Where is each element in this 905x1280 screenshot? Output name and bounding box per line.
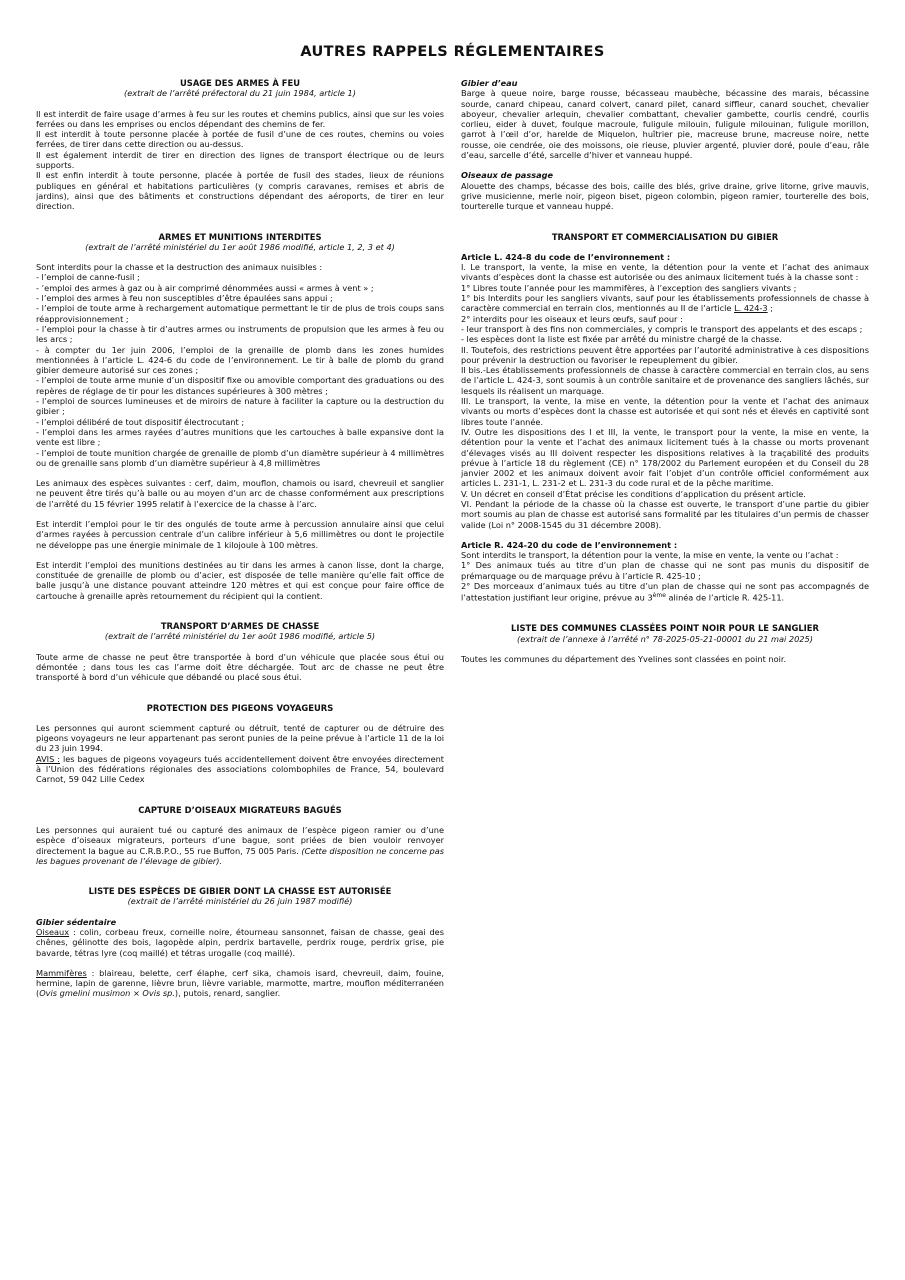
list-item: - ’emploi des armes à gaz ou à air comprimé dénommées aussi « armes à vent » ; xyxy=(36,282,374,293)
section-title: LISTE DES ESPÈCES DE GIBIER DONT LA CHASSE EST AUTORISÉE xyxy=(88,886,392,897)
paragraph xyxy=(36,825,444,866)
section-capture-oiseaux xyxy=(36,805,444,866)
paragraph-text: 2° Des morceaux d’animaux tués au titre d’un plan de chasse qui ne sont pas accompagnés de l’attestation justifiant leur origine, prévue au 3 xyxy=(461,581,869,604)
oiseaux-text: : colin, corbeau freux, corneille noire, étourneau sansonnet, faisan de chasse, geai des chênes, gélinotte des bois, lagopède alpin, perdrix bartavelle, perdrix rouge, perdrix grise, pie bavarde, tétras lyre (coq maillé) et tétras urogalle (coq maillé). xyxy=(36,927,444,958)
paragraph: 1° Des animaux tués au titre d’un plan de chasse qui ne sont pas munis du dispositif de prémarquage ou de marquage prévu à l’article R. 425-10 ; xyxy=(461,560,869,581)
paragraph: Est interdit l’emploi pour le tir des ongulés de toute arme à percussion annulaire ainsi que celui d’armes rayées à percussion centrale d’un calibre inférieur à 5,6 millimètres ou dont le projectile ne développe pas une énergie minimale de 1 kilojoule à 100 mètres. xyxy=(36,518,444,550)
oiseaux-paragraph xyxy=(36,927,444,958)
list-item: - l’emploi délibéré de tout dispositif électrocutant ; xyxy=(36,416,245,427)
paragraph: VI. Pendant la période de la chasse où la chasse est ouverte, le transport d’une partie du gibier mort soumis au plan de chasse est autorisé sans formalité par les titulaires d’un permis de chasser valide (Loi n° 2008-1545 du 31 décembre 2008). xyxy=(461,498,869,530)
list-item: - l’emploi de canne-fusil ; xyxy=(36,272,140,283)
list-item: - à compter du 1er juin 2006, l’emploi de la grenaille de plomb dans les zones humides mentionnées à l’article L. 424-6 du code de l’environnement. Le tir à balle de plomb du grand gibier demeure autorisé sur ces zones ; xyxy=(36,344,444,376)
list-item: - l’emploi de toute munition chargée de grenaille de plomb d’un diamètre supérieur à 4 millimètres ou de grenaille sans plomb d’un diamètre supérieur à 4,8 millimètres xyxy=(36,447,444,468)
paragraph: 2° interdits pour les oiseaux et leurs œufs, sauf pour : xyxy=(461,313,683,324)
mammiferes-paragraph xyxy=(36,968,444,999)
article-heading: Article R. 424-20 du code de l’environnement : xyxy=(461,539,678,550)
section-title: CAPTURE D’OISEAUX MIGRATEURS BAGUÉS xyxy=(138,804,342,815)
superscript: ème xyxy=(652,592,666,600)
paragraph: Il est enfin interdit à toute personne, placée à portée de fusil des stades, lieux de réunions publiques en général et habitations particulières (y compris caravanes, remises et abris de jardins), ainsi que des bâtiments et constructions dépendant des aéroports, de tirer en leur direction. xyxy=(36,170,444,212)
paragraph-text: ; xyxy=(767,303,773,314)
paragraph: Il est interdit de faire usage d’armes à feu sur les routes et chemins publics, ainsi que sur les voies ferrées ou dans les emprises ou enclos dépendant des chemins de fer. xyxy=(36,108,444,129)
section-subtitle: (extrait de l’arrêté préfectoral du 21 juin 1984, article 1) xyxy=(124,88,356,99)
paragraph: V. Un décret en conseil d’État précise les conditions d’application du présent article. xyxy=(461,488,806,499)
paragraph: - les espèces dont la liste est fixée par arrêté du ministre chargé de la chasse. xyxy=(461,334,782,345)
list-item: - l’emploi des armes à feu non susceptibles d’être épaulées sans appui ; xyxy=(36,293,333,304)
section-usage-armes xyxy=(36,78,444,212)
section-pigeons-voyageurs xyxy=(36,703,444,785)
left-column xyxy=(36,78,444,999)
paragraph: 1° Libres toute l’année pour les mammifères, à l’exception des sangliers vivants ; xyxy=(461,282,797,293)
avis-label: AVIS : xyxy=(36,753,60,764)
paragraph: I. Le transport, la vente, la mise en vente, la détention pour la vente et l’achat des animaux vivants d’espèces dont la chasse est autorisée ou des animaux licitement tués à la chasse sont : xyxy=(461,262,869,283)
section-transport-gibier xyxy=(461,232,869,604)
list-item: - l’emploi de sources lumineuses et de miroirs de nature à faciliter la capture ou la destruction du gibier ; xyxy=(36,396,444,417)
article-link[interactable]: L. 424-3 xyxy=(734,303,768,314)
paragraph: Les animaux des espèces suivantes : cerf, daim, mouflon, chamois ou isard, chevreuil et sanglier ne peuvent être tirés qu’à balle ou au moyen d’un arc de chasse conformément aux prescriptions de l’arrêté du 15 février 1995 relatif à l’exercice de la chasse à l’arc. xyxy=(36,478,444,509)
sub-heading: Gibier sédentaire xyxy=(36,916,117,927)
sub-heading: Oiseaux de passage xyxy=(461,170,554,181)
list-item: - l’emploi dans les armes rayées d’autres munitions que les cartouches à balle expansive dont la vente est libre ; xyxy=(36,426,444,448)
mammiferes-italic: Ovis gmelini musimon × Ovis sp. xyxy=(39,988,175,999)
section-title: USAGE DES ARMES À FEU xyxy=(179,78,301,88)
paragraph: Alouette des champs, bécasse des bois, caille des blés, grive draine, grive litorne, grive mauvis, grive musicienne, merle noir, pigeon biset, pigeon colombin, pigeon ramier, tourterelle des bois, tourterelle turque et vanneau huppé. xyxy=(461,180,869,212)
list-item: - l’emploi de toute arme à rechargement automatique permettant le tir de plus de trois coups sans réapprovisionnement ; xyxy=(36,303,444,324)
list-item: - l’emploi de toute arme munie d’un dispositif fixe ou amovible comportant des graduations ou des repères de réglage de tir pour les distances supérieures à 300 mètres ; xyxy=(36,375,444,396)
paragraph: Barge à queue noire, barge rousse, bécasseau maubèche, bécassine des marais, bécassine sourde, canard chipeau, canard colvert, canard pilet, canard siffleur, canard souchet, chevalier aboyeur, chevalier arlequin, chevalier combattant, chevalier gambette, courlis cendré, courlis corlieu, eider à duvet, foulque macroule, fuligule milouin, fuligule milouinan, fuligule morillon, garrot à l’œil d’or, harelde de Miquelon, huîtrier pie, macreuse brune, macreuse noire, nette rousse, oie cendrée, oie des moissons, oie rieuse, pluvier argenté, pluvier doré, poule d’eau, râle d’eau, sarcelle d’été, sarcelle d’hiver et vanneau huppé. xyxy=(461,88,869,161)
sub-heading: Gibier d’eau xyxy=(461,78,518,88)
avis-text: les bagues de pigeons voyageurs tués accidentellement doivent être envoyées directement à l’Union des fédérations régionales des associations colombophiles de France, 54, boulevard Carnot, 59 042 Lille Cedex xyxy=(36,753,445,785)
paragraph-text: Les personnes qui auraient tué ou capturé des animaux de l’espèce pigeon ramier ou d’une espèce d’oiseaux migrateurs, porteurs d’une bague, sont priées de bien vouloir renvoyer directement la bague au C.R.B.P.O., 55 rue Buffon, 75 005 Paris. xyxy=(36,824,444,856)
section-title: LISTE DES COMMUNES CLASSÉES POINT NOIR POUR LE SANGLIER xyxy=(511,623,819,634)
paragraph: II. Toutefois, des restrictions peuvent être apportées par l’autorité administrative à ces dispositions pour prévenir la destruction ou favoriser le repeuplement du gibier. xyxy=(461,344,869,365)
mammiferes-end: ), putois, renard, sanglier. xyxy=(174,988,281,999)
paragraph: Sont interdits le transport, la détention pour la vente, la mise en vente, la vente ou l’achat : xyxy=(461,550,839,561)
paragraph: IV. Outre les dispositions des I et III, la vente, le transport pour la vente, la mise en vente, la détention pour la vente et l’achat des animaux licitement tués à la chasse ou morts provenant d’élevages visés au III doivent respecter les dispositions relatives à la traçabilité des produits prévue à l’article 18 du règlement (CE) n° 178/2002 du Parlement européen et du Conseil du 28 janvier 2002 et les animaux doivent avoir fait l’objet d’un contrôle officiel conformément aux articles L. 231-1, L. 231-2 et L. 231-3 du code rural et de la pêche maritime. xyxy=(461,426,869,489)
paragraph: Il est également interdit de tirer en direction des lignes de transport électrique ou de leurs supports. xyxy=(36,149,444,171)
paragraph: III. Le transport, la vente, la mise en vente, la détention pour la vente et l’achat des animaux vivants ou morts d’espèces dont la chasse est autorisée et qui sont nés et élevés en captivité sont libres toute l’année. xyxy=(461,396,869,427)
section-title: TRANSPORT D’ARMES DE CHASSE xyxy=(160,621,320,632)
avis-paragraph xyxy=(36,754,444,785)
paragraph: Toutes les communes du département des Yvelines sont classées en point noir. xyxy=(461,653,787,664)
section-subtitle: (extrait de l’arrêté ministériel du 1er août 1986 modifié, article 5) xyxy=(104,631,376,642)
section-subtitle: (extrait de l’arrêté ministériel du 26 juin 1987 modifié) xyxy=(127,896,353,907)
paragraph: - leur transport à des fins non commerciales, y compris le transport des appelants et des escaps ; xyxy=(461,323,863,334)
section-title: TRANSPORT ET COMMERCIALISATION DU GIBIER xyxy=(551,231,779,242)
section-armes-interdites xyxy=(36,232,444,602)
paragraph: Sont interdits pour la chasse et la destruction des animaux nuisibles : xyxy=(36,262,323,273)
paragraph xyxy=(461,293,869,314)
paragraph xyxy=(461,581,869,603)
section-subtitle: (extrait de l’annexe à l’arrêté n° 78-2025-05-21-00001 du 21 mai 2025) xyxy=(517,633,813,644)
section-communes-point-noir xyxy=(461,623,869,664)
section-title: ARMES ET MUNITIONS INTERDITES xyxy=(158,231,322,242)
paragraph: Toute arme de chasse ne peut être transportée à bord d’un véhicule que placée sous étui ou démontée ; dans tous les cas l’arme doit être déchargée. Tout arc de chasse ne peut être transporté à bord d’un véhicule que débandé ou placé sous étui. xyxy=(36,651,444,683)
paragraph: Est interdit l’emploi des munitions destinées au tir dans les armes à canon lisse, dont la charge, constituée de grenaille de plomb ou d’acier, est disposée de telle manière qu’elle fait office de balle jusqu’à une distance pouvant atteindre 120 mètres et qui est conçue pour faire office de cartouche à grenaille après retournement du récipient qui la contient. xyxy=(36,559,444,601)
paragraph: II bis.-Les établissements professionnels de chasse à caractère commercial en terrain clos, au sens de l’article L. 424-3, sont soumis à un contrôle sanitaire et de provenance des sangliers lâchés, sur lesquels ils réalisent un marquage. xyxy=(461,365,869,396)
paragraph-text: alinéa de l’article R. 425-11. xyxy=(665,593,785,604)
page-title: AUTRES RAPPELS RÉGLEMENTAIRES xyxy=(300,44,605,60)
paragraph-text: 1° bis Interdits pour les sangliers vivants, sauf pour les établissements professionnels de chasse à caractère commercial en terrain clos, mentionnés au II de l’article xyxy=(461,293,869,314)
list-item: - l’emploi pour la chasse à tir d’autres armes ou instruments de propulsion que les armes à feu ou les arcs ; xyxy=(36,323,444,345)
section-subtitle: (extrait de l’arrêté ministériel du 1er août 1986 modifié, article 1, 2, 3 et 4) xyxy=(85,241,395,252)
paragraph: Il est interdit à toute personne placée à portée de fusil d’une de ces routes, chemins ou voies ferrées, de tirer dans cette direction ou au-dessus. xyxy=(36,129,444,150)
article-heading: Article L. 424-8 du code de l’environnement : xyxy=(461,251,671,262)
paragraph-note: (Cette disposition ne concerne pas les bagues provenant de l’élevage de gibier). xyxy=(36,845,444,866)
paragraph: Les personnes qui auront sciemment capturé ou détruit, tenté de capturer ou de détruire des pigeons voyageurs ne leur appartenant pas seront punies de la peine prévue à l’article 11 de la loi du 23 juin 1994. xyxy=(36,722,444,754)
section-transport-armes xyxy=(36,621,444,682)
section-liste-gibier xyxy=(36,886,444,999)
mammiferes-text: : blaireau, belette, cerf élaphe, cerf sika, chamois isard, chevreuil, daim, fouine, hermine, lapin de garenne, lièvre brun, lièvre variable, marmotte, martre, mouflon méditerranéen ( xyxy=(36,967,444,999)
oiseaux-label: Oiseaux xyxy=(36,927,70,937)
mammiferes-label: Mammifères xyxy=(36,967,87,978)
right-column xyxy=(461,78,869,664)
section-title: PROTECTION DES PIGEONS VOYAGEURS xyxy=(146,702,334,713)
